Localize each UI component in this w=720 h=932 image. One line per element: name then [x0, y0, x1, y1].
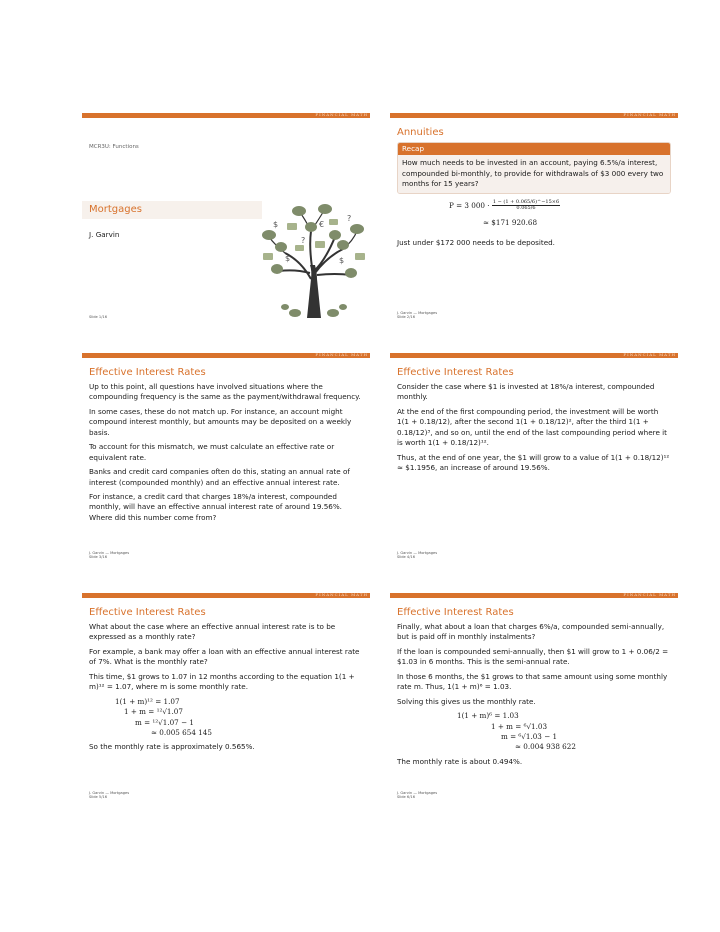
slide-heading: Effective Interest Rates [89, 607, 206, 618]
slide-footer [397, 311, 437, 320]
equation-result: ≈ $171 920.68 [483, 217, 538, 227]
paragraph: What about the case where an effective annual interest rate is to be expressed as a monthly rate? [89, 622, 336, 642]
paragraph: To account for this mismatch, we must calculate an effective rate or equivalent rate. [89, 442, 335, 462]
equation-block [397, 711, 671, 753]
equation-line: ≈ 0.005 654 145 [151, 727, 212, 737]
slide-header-bar [82, 113, 370, 118]
slide-number: Slide 3/16 [89, 555, 107, 560]
slide-number: Slide 1/16 [89, 315, 107, 320]
author-name: J. Garvin [89, 230, 120, 239]
brand-label: FINANCIAL MATH [315, 592, 368, 597]
money-tree-icon [255, 201, 370, 319]
equation-line: m = ¹²√1.07 − 1 [135, 717, 194, 727]
recap-box [397, 142, 671, 194]
svg-text:?: ? [301, 236, 306, 245]
slide-title: Mortgages [89, 204, 142, 215]
equation-line: 1(1 + m)¹² = 1.07 [115, 696, 180, 706]
equation-annuity [397, 200, 671, 212]
paragraph: If the loan is compounded semi-annually, then $1 will grow to 1 + 0.06/2 = $1.03 in 6 months. This is the semi-annual rate. [397, 646, 669, 667]
slide-footer [397, 791, 437, 800]
paragraph: Finally, what about a loan that charges 6%/a, compounded semi-annually, but is paid off in monthly instalments? [397, 622, 665, 642]
paragraph: Thus, at the end of one year, the $1 will grow to a value of 1(1 + 0.18/12)¹² ≈ $1.1956, an increase of around 19.56%. [397, 452, 670, 473]
slide-4 [390, 353, 678, 563]
paragraph: Solving this gives us the monthly rate. [397, 696, 536, 706]
slide-header-bar [390, 353, 678, 358]
equation-lhs: P = 3 000 · [449, 200, 490, 210]
paragraph: For example, a bank may offer a loan with an effective annual interest rate of 7%. What is the monthly rate? [89, 646, 360, 667]
slide-heading: Effective Interest Rates [397, 607, 514, 618]
paragraph: The monthly rate is about 0.494%. [397, 756, 523, 766]
conclusion-text: Just under $172 000 needs to be deposited. [397, 238, 555, 248]
paragraph: At the end of the first compounding period, the investment will be worth 1(1 + 0.18/12), after the second 1(1 + 0.18/12)², after the third 1(1 + 0.18/12)³, and so on, until the end of the last compounding period where it is worth 1(1 + 0.18/12)¹². [397, 406, 667, 448]
paragraph: This time, $1 grows to 1.07 in 12 months according to the equation 1(1 + m)¹² = 1.07, where m is some monthly rate. [89, 671, 355, 692]
equation-line: m = ⁶√1.03 − 1 [501, 731, 558, 741]
slide-number: Slide 4/16 [397, 555, 415, 560]
slide-number: Slide 6/16 [397, 795, 415, 800]
slide-2 [390, 113, 678, 323]
slide-heading: Effective Interest Rates [89, 367, 206, 378]
slide-header-bar [82, 593, 370, 598]
equation-line: 1 + m = ⁶√1.03 [491, 721, 548, 731]
brand-label: FINANCIAL MATH [623, 352, 676, 357]
slide-body [89, 382, 363, 527]
slide-footer [89, 791, 129, 800]
paragraph: Up to this point, all questions have involved situations where the compounding frequency is the same as the payment/withdrawal frequency. [89, 382, 361, 402]
svg-text:$: $ [273, 220, 279, 229]
author-line: J. Garvin — Mortgages [397, 310, 438, 315]
paragraph: In those 6 months, the $1 grows to that same amount using some monthly rate m. Thus, 1(1 + m)⁶ = 1.03. [397, 671, 668, 692]
slide-number: Slide 5/16 [89, 795, 107, 800]
recap-box-title: Recap [398, 143, 670, 155]
brand-label: FINANCIAL MATH [623, 592, 676, 597]
equation-line: ≈ 0.004 938 622 [515, 742, 576, 752]
slide-header-bar [390, 593, 678, 598]
brand-label: FINANCIAL MATH [315, 352, 368, 357]
equation-fraction [492, 200, 560, 212]
slide-heading: Annuities [397, 127, 444, 138]
paragraph: Consider the case where $1 is invested at 18%/a interest, compounded monthly. [397, 382, 655, 402]
slide-header-bar [390, 113, 678, 118]
slide-body [397, 142, 671, 253]
equation-line: 1 + m = ¹²√1.07 [124, 707, 183, 717]
author-line: J. Garvin — Mortgages [397, 550, 438, 555]
paragraph: In some cases, these do not match up. For instance, an account might compound interest monthly, but amounts may be deposited on a weekly basis. [89, 406, 352, 437]
paragraph: So the monthly rate is approximately 0.565%. [89, 742, 255, 752]
slide-footer [89, 315, 107, 320]
paragraph: For instance, a credit card that charges 18%/a interest, compounded monthly, will have an effective annual interest rate of around 19.56%. Where did this number come from? [89, 491, 342, 522]
author-line: J. Garvin — Mortgages [397, 790, 438, 795]
slide-5 [82, 593, 370, 803]
author-line: J. Garvin — Mortgages [89, 790, 130, 795]
slide-footer [89, 551, 129, 560]
svg-text:$: $ [339, 256, 345, 265]
course-label: MCR3U: Functions [89, 144, 139, 150]
svg-text:$: $ [285, 254, 291, 263]
brand-label: FINANCIAL MATH [315, 112, 368, 117]
recap-box-text: How much needs to be invested in an account, paying 6.5%/a interest, compounded bi-monthly, to provide for withdrawals of $3 000 every two months for 15 years? [398, 155, 670, 192]
fraction-numerator: 1 − (1 + 0.065/6)^−15×6 [492, 198, 560, 205]
fraction-denominator: 0.065/6 [516, 205, 536, 212]
slide-body [89, 622, 363, 757]
slide-heading: Effective Interest Rates [397, 367, 514, 378]
paragraph: Banks and credit card companies often do this, stating an annual rate of interest (compounded monthly) and an effective annual interest rate. [89, 467, 350, 487]
equation-line: 1(1 + m)⁶ = 1.03 [457, 711, 519, 721]
slide-header-bar [82, 353, 370, 358]
slide-1 [82, 113, 370, 323]
svg-text:€: € [319, 220, 325, 229]
slide-number: Slide 2/16 [397, 315, 415, 320]
slide-3 [82, 353, 370, 563]
brand-label: FINANCIAL MATH [623, 112, 676, 117]
author-line: J. Garvin — Mortgages [89, 550, 130, 555]
slide-body [397, 382, 671, 478]
slide-footer [397, 551, 437, 560]
svg-text:?: ? [347, 214, 352, 223]
equation-block [89, 697, 363, 739]
slide-body [397, 622, 671, 771]
slide-6 [390, 593, 678, 803]
